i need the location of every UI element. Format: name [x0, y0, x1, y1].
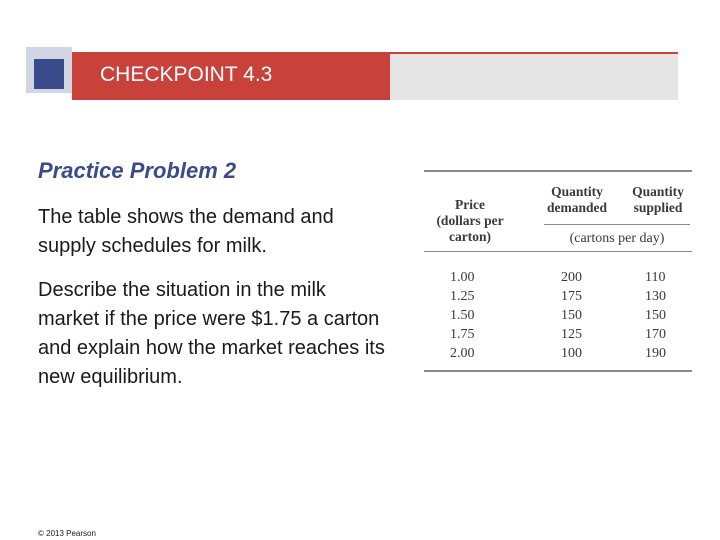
problem-title: Practice Problem 2: [38, 158, 237, 183]
table-top-rule: [424, 170, 692, 172]
table-row: [424, 306, 692, 325]
price-cell: 1.50: [450, 308, 475, 323]
slide-title: CHECKPOINT 4.3: [100, 63, 273, 86]
quantity-demanded-cell: 150: [561, 308, 582, 323]
banner-extension: [390, 52, 678, 100]
price-cell: 1.75: [450, 327, 475, 342]
quantity-demanded-cell: 200: [561, 270, 582, 285]
price-cell: 1.25: [450, 289, 475, 304]
quantity-demanded-header: Quantity demanded: [546, 184, 607, 215]
intro-paragraph: The table shows the demand and supply schedules for milk.: [38, 206, 334, 257]
quantity-demanded-cell: 175: [561, 289, 582, 304]
price-column-header: Price (dollars per carton): [436, 197, 504, 244]
copyright-notice: © 2013 Pearson: [38, 529, 96, 538]
banner-divider: [390, 52, 678, 54]
table-body: [424, 268, 692, 363]
quantity-demanded-cell: 125: [561, 327, 582, 342]
table-bottom-rule: [424, 370, 692, 372]
quantity-supplied-cell: 190: [645, 346, 666, 361]
unit-label: (cartons per day): [569, 231, 665, 246]
quantity-supplied-cell: 110: [645, 270, 666, 285]
logo-square-inner: [34, 59, 64, 89]
table-header-rule: [424, 251, 692, 252]
quantity-header-rule: [544, 224, 690, 225]
quantity-demanded-cell: 100: [561, 346, 582, 361]
question-paragraph: Describe the situation in the milk market if the price were $1.75 a carton and explain how the market reaches its new equilibrium.: [38, 279, 385, 388]
table-row: [424, 287, 692, 306]
quantity-supplied-cell: 130: [645, 289, 666, 304]
price-cell: 1.00: [450, 270, 475, 285]
price-cell: 2.00: [450, 346, 475, 361]
quantity-supplied-header: Quantity supplied: [632, 184, 684, 215]
quantity-supplied-cell: 170: [645, 327, 666, 342]
table-row: [424, 268, 692, 287]
quantity-supplied-cell: 150: [645, 308, 666, 323]
table-row: [424, 344, 692, 363]
table-row: [424, 325, 692, 344]
